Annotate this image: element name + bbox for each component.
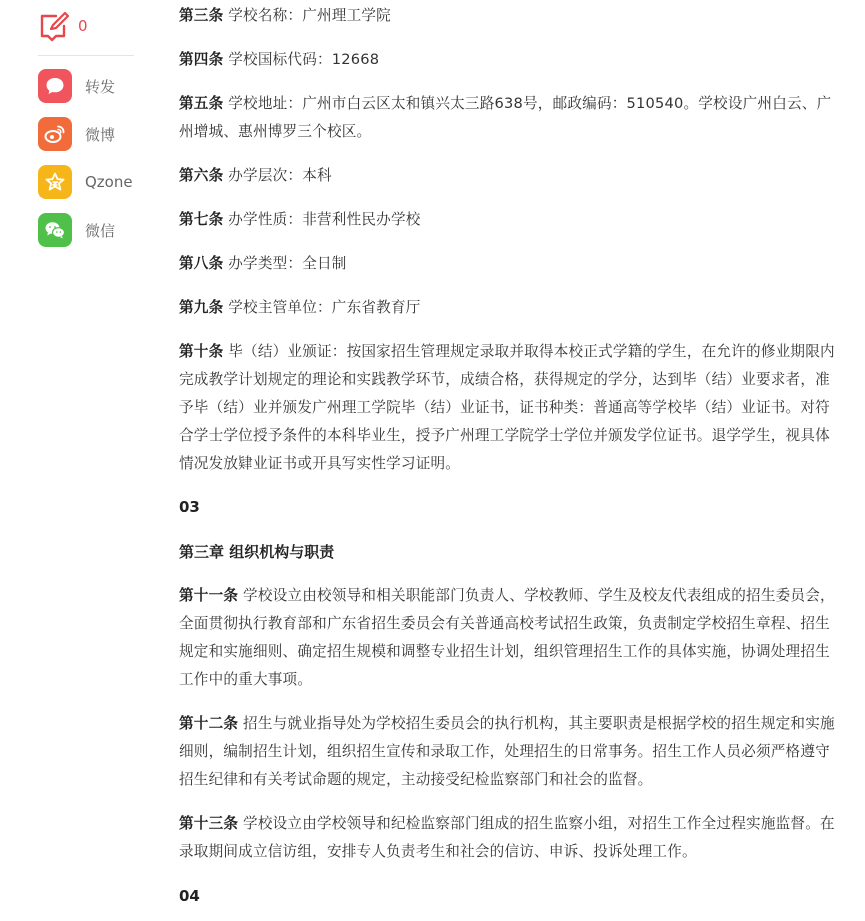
share-wechat-button[interactable] [38,210,138,250]
share-sidebar [38,8,138,258]
article-title: 第七条 [179,211,224,228]
share-weibo-button[interactable] [38,114,138,154]
weibo-icon [44,124,66,144]
article-title: 第十条 [179,343,224,360]
article-text: 办学层次：本科 [228,167,332,184]
article-8 [179,250,837,278]
article-text: 招生与就业指导处为学校招生委员会的执行机构，其主要职责是根据学校的招生规定和实施细则，编制招生计划，组织招生宣传和录取工作，处理招生的日常事务。招生工作人员必须严格遵守招生纪律和有关考试命题的规定，主动接受纪检监察部门和社会的监督。 [179,715,835,788]
article-6 [179,162,837,190]
article-text: 毕（结）业颁证：按国家招生管理规定录取并取得本校正式学籍的学生，在允许的修业期限内完成教学计划规定的理论和实践教学环节，成绩合格，获得规定的学分，达到毕（结）业要求者，准予毕（结）业并颁发广州理工学院毕（结）业证书，证书种类：普通高等学校毕（结）业证书。对符合学士学位授予条件的本科毕业生，授予广州理工学院学士学位并颁发学位证书。退学学生，视具体情况发放肄业证书或开具写实性学习证明。 [179,343,835,472]
weibo-badge [38,117,72,151]
article-title: 第八条 [179,255,224,272]
repost-badge [38,69,72,103]
article-text: 学校主管单位：广东省教育厅 [228,299,421,316]
article-text: 学校名称：广州理工学院 [228,7,391,24]
article-text: 学校设立由校领导和相关职能部门负责人、学校教师、学生及校友代表组成的招生委员会，全面贯彻执行教育部和广东省招生委员会有关普通高校考试招生政策，负责制定学校招生章程、招生规定和实施细则、确定招生规模和调整专业招生计划，组织管理招生工作的具体实施，协调处理招生工作中的重大事项。 [179,587,835,688]
article-text: 学校设立由学校领导和纪检监察部门组成的招生监察小组，对招生工作全过程实施监督。在录取期间成立信访组，安排专人负责考生和社会的信访、申诉、投诉处理工作。 [179,815,835,860]
article-title: 第三条 [179,7,224,24]
share-wechat-label: 微信 [85,221,116,240]
chapter-title: 第三章 组织机构与职责 [179,543,335,561]
article-title: 第十一条 [179,587,239,604]
wechat-icon [44,220,66,240]
comment-count: 0 [78,17,88,35]
divider [38,55,134,56]
article-title: 第六条 [179,167,224,184]
share-qzone-label: Qzone [85,173,133,191]
article-title: 第十三条 [179,815,239,832]
share-qzone-button[interactable] [38,162,138,202]
article-10 [179,338,837,478]
section-number: 03 [179,498,200,516]
article-text: 学校地址：广州市白云区太和镇兴太三路638号，邮政编码：510540。学校设广州白云、广州增城、惠州博罗三个校区。 [179,95,832,140]
share-weibo-label: 微博 [85,125,116,144]
repost-icon [45,76,65,96]
article-text: 学校国标代码：12668 [228,51,380,68]
article-11 [179,582,837,694]
qzone-star-icon [45,172,65,192]
comment-icon [38,10,70,42]
article-title: 第十二条 [179,715,239,732]
qzone-badge [38,165,72,199]
article-title: 第五条 [179,95,224,112]
article-4 [179,46,837,74]
share-repost-label: 转发 [85,77,116,96]
article-text: 办学类型：全日制 [228,255,347,272]
wechat-badge [38,213,72,247]
article-title: 第九条 [179,299,224,316]
comment-button[interactable] [38,8,138,44]
article-7 [179,206,837,234]
article-5 [179,90,837,146]
article-9 [179,294,837,322]
share-repost-button[interactable] [38,66,138,106]
article-text: 办学性质：非营利性民办学校 [228,211,421,228]
article-title: 第四条 [179,51,224,68]
article-12 [179,710,837,794]
article-13 [179,810,837,866]
article-body [179,0,837,910]
article-3 [179,2,837,30]
section-number: 04 [179,887,200,905]
